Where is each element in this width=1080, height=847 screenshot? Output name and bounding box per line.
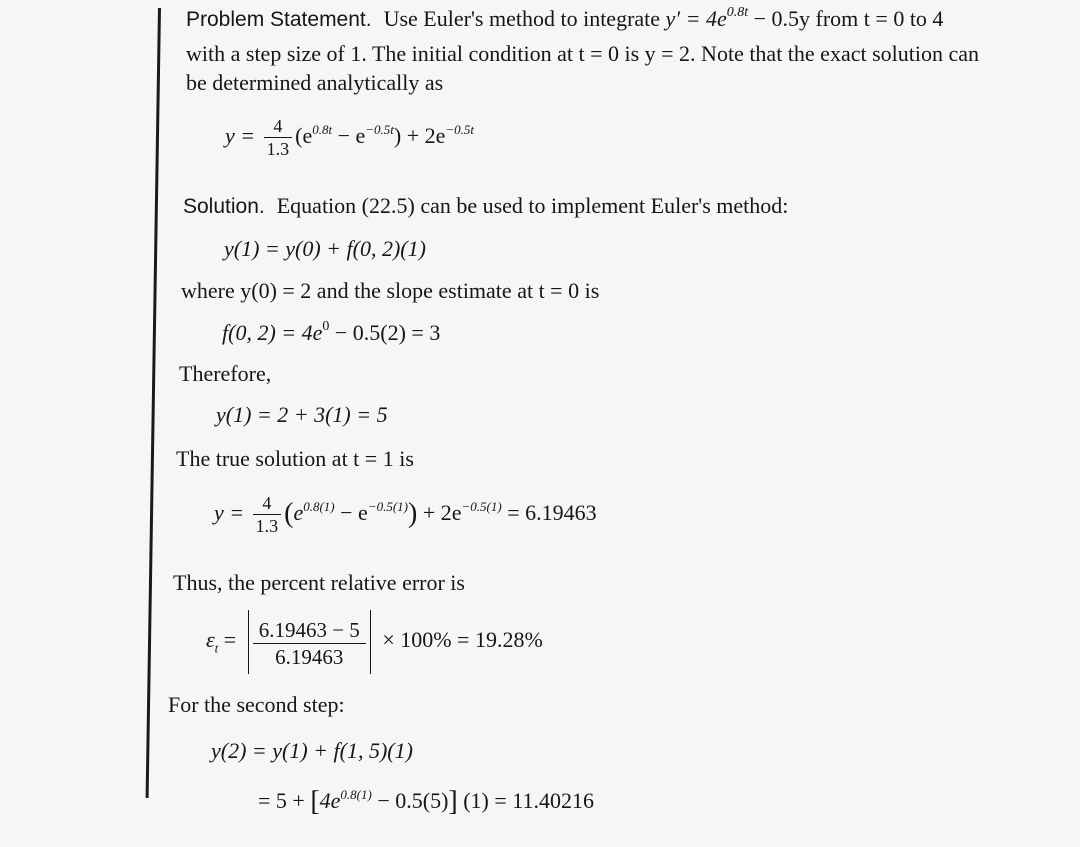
true-solution-equation: y = $\frac{4}{1.3}$ $(e^{0.8(1)} - e^{-0.5(1)}) + 2e^{-0.5(1)} = 6.19463$ bbox=[214, 493, 597, 537]
problem-line-1: Problem Statement. Use Euler's method to integrate $y' = 4e^{0.8t} - 0.5y$ from t = 0 to 4 bbox=[186, 5, 944, 31]
second-step-text: For the second step: bbox=[168, 692, 345, 717]
euler-step-1-equation: y(1) = y(0) + f(0, 2)(1) bbox=[224, 236, 426, 261]
thus-text: Thus, the percent relative error is bbox=[173, 570, 465, 595]
euler-step-2-result: = $5 + [4e^{0.8(1)} - 0.5(5)] (1) = 11.40216$ bbox=[258, 786, 594, 817]
problem-label: Problem Statement. bbox=[186, 8, 372, 31]
solution-label: Solution. bbox=[183, 195, 265, 218]
slope-equation: f(0, $2) = 4e^0 - 0.5(2) = 3$ bbox=[222, 319, 441, 345]
euler-step-1-result: y(1) = 2 + 3(1) = 5 bbox=[216, 402, 388, 427]
exact-solution-equation: y = $\frac{4}{1.3}$ $(e^{0.8t} - e^{-0.5t}) + 2e^{-0.5t}$ bbox=[225, 116, 475, 160]
therefore-text: Therefore, bbox=[179, 361, 272, 386]
euler-step-2-equation: y(2) = y(1) + f(1, 5)(1) bbox=[211, 738, 413, 763]
solution-intro: Solution. Equation (22.5) can be used to implement Euler's method: bbox=[183, 193, 789, 218]
margin-rule bbox=[146, 8, 161, 798]
problem-line-3: be determined analytically as bbox=[186, 70, 444, 95]
absolute-value bbox=[248, 610, 371, 674]
fraction: $\frac{4}{1.3}$ bbox=[253, 492, 282, 537]
relative-error-equation: $\varepsilon_t$ = $\frac{6.19463 - 5}{6.19463}$ × 100% = 19.28% bbox=[206, 610, 543, 678]
fraction: $\frac{6.19463 - 5}{6.19463}$ bbox=[253, 617, 366, 670]
fraction: $\frac{4}{1.3}$ bbox=[264, 115, 293, 160]
problem-line-2: with a step size of 1. The initial condition at t = 0 is y = 2. Note that the exact solution can bbox=[186, 41, 980, 66]
where-text: where y(0) = 2 and the slope estimate at t = 0 is bbox=[181, 278, 600, 303]
true-solution-text: The true solution at t = 1 is bbox=[176, 446, 414, 471]
